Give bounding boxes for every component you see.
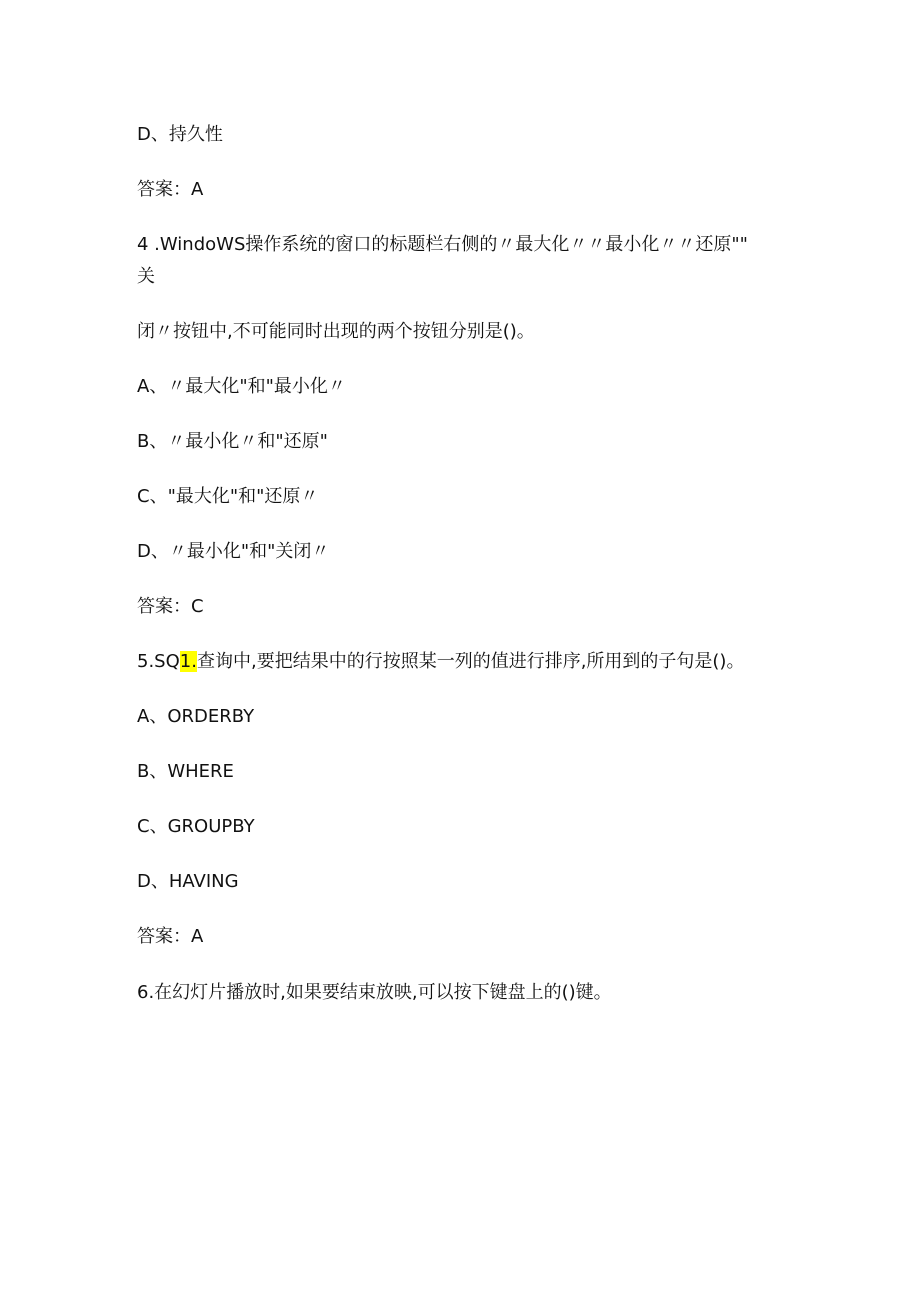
option-d-q5: D、HAVING <box>137 871 239 892</box>
question-5-prefix: 5.SQ <box>137 651 180 672</box>
question-5-highlight: 1. <box>179 651 197 672</box>
option-b-q4: B、〃最小化〃和"还原" <box>137 431 328 452</box>
option-d-q3: D、持久性 <box>137 124 223 145</box>
option-c-q5: C、GROUPBY <box>137 816 255 837</box>
option-c-q4: C、"最大化"和"还原〃 <box>137 486 319 507</box>
answer-q4: 答案：C <box>137 596 204 617</box>
answer-q3: 答案：A <box>137 179 204 200</box>
question-4-line1: 4 .WindoWS操作系统的窗口的标题栏右侧的〃最大化〃〃最小化〃〃还原"" <box>137 234 748 255</box>
question-5-text: 查询中,要把结果中的行按照某一列的值进行排序,所用到的子句是()。 <box>196 651 745 672</box>
question-6: 6.在幻灯片播放时,如果要结束放映,可以按下键盘上的()键。 <box>137 982 612 1003</box>
option-a-q5: A、ORDERBY <box>137 706 255 727</box>
question-4-line2: 关 <box>137 266 155 287</box>
option-a-q4: A、〃最大化"和"最小化〃 <box>137 376 346 397</box>
question-5 <box>137 650 744 674</box>
answer-q5: 答案：A <box>137 926 204 947</box>
option-d-q4: D、〃最小化"和"关闭〃 <box>137 541 330 562</box>
option-b-q5: B、WHERE <box>137 761 234 782</box>
question-4-line3: 闭〃按钮中,不可能同时出现的两个按钮分别是()。 <box>137 321 535 342</box>
